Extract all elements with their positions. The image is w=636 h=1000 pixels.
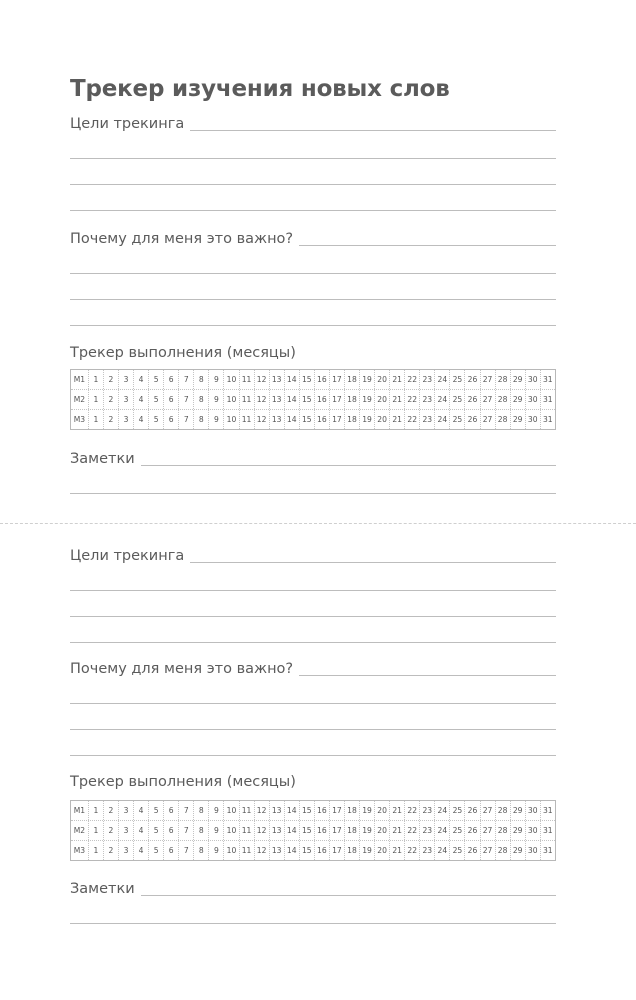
day-cell[interactable]: 25 — [449, 410, 464, 429]
day-cell[interactable]: 19 — [359, 801, 374, 820]
day-cell[interactable]: 15 — [299, 390, 314, 409]
day-cell[interactable]: 9 — [208, 801, 223, 820]
day-cell[interactable]: 15 — [299, 801, 314, 820]
day-cell[interactable]: 26 — [464, 410, 479, 429]
tracker-section-1 — [70, 342, 556, 362]
why-write-line[interactable] — [70, 325, 556, 326]
day-cell[interactable]: 27 — [480, 801, 495, 820]
tracker-label: Трекер выполнения (месяцы) — [70, 345, 296, 361]
day-cell[interactable]: 16 — [314, 801, 329, 820]
day-cell[interactable]: 16 — [314, 821, 329, 840]
day-cell[interactable]: 21 — [389, 841, 404, 860]
day-cell[interactable]: 1 — [88, 841, 103, 860]
day-cell[interactable]: 14 — [284, 841, 299, 860]
day-cell[interactable]: 10 — [223, 390, 238, 409]
day-cell[interactable]: 24 — [434, 410, 449, 429]
notes-write-line[interactable] — [141, 465, 556, 466]
day-cell[interactable]: 12 — [254, 821, 269, 840]
day-cell[interactable]: 16 — [314, 841, 329, 860]
day-cell[interactable]: 11 — [239, 370, 254, 389]
day-cell[interactable]: 21 — [389, 370, 404, 389]
day-cell[interactable]: 7 — [178, 841, 193, 860]
goals-write-line[interactable] — [70, 210, 556, 211]
day-cell[interactable]: 19 — [359, 390, 374, 409]
day-cell[interactable]: 4 — [133, 821, 148, 840]
goals-section-2 — [70, 545, 556, 643]
day-cell[interactable]: 6 — [163, 801, 178, 820]
day-cell[interactable]: 12 — [254, 410, 269, 429]
day-cell[interactable]: 18 — [344, 801, 359, 820]
day-cell[interactable]: 25 — [449, 390, 464, 409]
day-cell[interactable]: 12 — [254, 841, 269, 860]
day-cell[interactable]: 17 — [329, 410, 344, 429]
goals-write-line[interactable] — [70, 590, 556, 591]
day-cell[interactable]: 27 — [480, 390, 495, 409]
day-cell[interactable]: 28 — [495, 841, 510, 860]
day-cell[interactable]: 23 — [419, 370, 434, 389]
day-cell[interactable]: 23 — [419, 390, 434, 409]
goals-write-line[interactable] — [190, 130, 556, 131]
day-cell[interactable]: 18 — [344, 390, 359, 409]
day-cell[interactable]: 3 — [118, 821, 133, 840]
day-cell[interactable]: 9 — [208, 370, 223, 389]
day-cell[interactable]: 4 — [133, 370, 148, 389]
day-cell[interactable]: 2 — [103, 821, 118, 840]
goals-write-line[interactable] — [70, 616, 556, 617]
day-cell[interactable]: 10 — [223, 410, 238, 429]
notes-write-line[interactable] — [70, 493, 556, 494]
month-label: М1 — [73, 806, 86, 815]
day-cell[interactable]: 13 — [269, 821, 284, 840]
day-cell[interactable]: 7 — [178, 821, 193, 840]
notes-write-line[interactable] — [70, 923, 556, 924]
day-cell[interactable]: 11 — [239, 390, 254, 409]
day-cell[interactable]: 31 — [540, 410, 555, 429]
goals-label: Цели трекинга — [70, 116, 185, 132]
day-cell[interactable]: 26 — [464, 390, 479, 409]
day-cell[interactable]: 13 — [269, 841, 284, 860]
day-cell[interactable]: 8 — [193, 821, 208, 840]
day-cell[interactable]: 24 — [434, 821, 449, 840]
day-cell[interactable]: 25 — [449, 370, 464, 389]
day-cell[interactable]: 5 — [148, 841, 163, 860]
tracker-row — [71, 820, 555, 840]
day-cell[interactable]: 26 — [464, 801, 479, 820]
day-cell[interactable]: 4 — [133, 801, 148, 820]
day-cell[interactable]: 6 — [163, 410, 178, 429]
day-cell[interactable]: 14 — [284, 410, 299, 429]
day-cell[interactable]: 21 — [389, 410, 404, 429]
day-cell[interactable]: 2 — [103, 801, 118, 820]
goals-write-line[interactable] — [190, 562, 556, 563]
day-cell[interactable]: 7 — [178, 390, 193, 409]
month-label: М1 — [73, 375, 86, 384]
tracker-row — [71, 389, 555, 409]
day-cell[interactable]: 9 — [208, 821, 223, 840]
day-cell[interactable]: 6 — [163, 841, 178, 860]
day-cell[interactable]: 16 — [314, 390, 329, 409]
day-cell[interactable]: 28 — [495, 390, 510, 409]
day-cell[interactable]: 3 — [118, 841, 133, 860]
day-cell[interactable]: 29 — [510, 841, 525, 860]
day-cell[interactable]: 15 — [299, 410, 314, 429]
day-cell[interactable]: 31 — [540, 390, 555, 409]
tracker-row — [71, 370, 555, 389]
day-cell[interactable]: 22 — [404, 390, 419, 409]
day-cell[interactable]: 21 — [389, 801, 404, 820]
day-cell[interactable]: 27 — [480, 370, 495, 389]
day-cell[interactable]: 15 — [299, 370, 314, 389]
day-cell[interactable]: 30 — [525, 410, 540, 429]
day-cell[interactable]: 21 — [389, 390, 404, 409]
day-cell[interactable]: 3 — [118, 390, 133, 409]
day-cell[interactable]: 30 — [525, 370, 540, 389]
day-cell[interactable]: 12 — [254, 390, 269, 409]
day-cell[interactable]: 13 — [269, 410, 284, 429]
day-cell[interactable]: 5 — [148, 370, 163, 389]
day-cell[interactable]: 9 — [208, 390, 223, 409]
day-cell[interactable]: 7 — [178, 410, 193, 429]
day-cell[interactable]: 11 — [239, 801, 254, 820]
day-cell[interactable]: 24 — [434, 370, 449, 389]
day-cell[interactable]: 7 — [178, 370, 193, 389]
goals-write-line[interactable] — [70, 184, 556, 185]
day-cell[interactable]: 1 — [88, 390, 103, 409]
day-cell[interactable]: 23 — [419, 410, 434, 429]
day-cell[interactable]: 11 — [239, 821, 254, 840]
day-cell[interactable]: 29 — [510, 410, 525, 429]
day-cell[interactable]: 10 — [223, 370, 238, 389]
goals-section-1 — [70, 113, 556, 211]
day-cell[interactable]: 31 — [540, 370, 555, 389]
month-label: М3 — [73, 415, 86, 424]
day-cell[interactable]: 30 — [525, 390, 540, 409]
day-cell[interactable]: 21 — [389, 821, 404, 840]
day-cell[interactable]: 6 — [163, 390, 178, 409]
day-cell[interactable]: 2 — [103, 841, 118, 860]
day-cell[interactable]: 1 — [88, 370, 103, 389]
month-label: М3 — [73, 846, 86, 855]
day-cell[interactable]: 18 — [344, 370, 359, 389]
day-cell[interactable]: 18 — [344, 841, 359, 860]
day-cell[interactable]: 10 — [223, 821, 238, 840]
day-cell[interactable]: 12 — [254, 801, 269, 820]
day-cell[interactable]: 25 — [449, 841, 464, 860]
day-cell[interactable]: 20 — [374, 410, 389, 429]
month-label: М2 — [73, 395, 86, 404]
day-cell[interactable]: 27 — [480, 841, 495, 860]
day-cell[interactable]: 5 — [148, 390, 163, 409]
page-title: Трекер изучения новых слов — [70, 76, 450, 102]
day-cell[interactable]: 30 — [525, 821, 540, 840]
day-cell[interactable]: 26 — [464, 821, 479, 840]
tracker-row — [71, 801, 555, 820]
day-cell[interactable]: 2 — [103, 370, 118, 389]
tracker-label: Трекер выполнения (месяцы) — [70, 774, 296, 790]
day-cell[interactable]: 4 — [133, 841, 148, 860]
tracker-grid — [70, 369, 556, 430]
day-cell[interactable]: 18 — [344, 821, 359, 840]
why-section-1 — [70, 228, 556, 326]
notes-section-2 — [70, 878, 556, 924]
day-cell[interactable]: 10 — [223, 801, 238, 820]
day-cell[interactable]: 20 — [374, 390, 389, 409]
day-cell[interactable]: 16 — [314, 370, 329, 389]
day-cell[interactable]: 19 — [359, 841, 374, 860]
day-cell[interactable]: 1 — [88, 801, 103, 820]
day-cell[interactable]: 13 — [269, 390, 284, 409]
day-cell[interactable]: 8 — [193, 841, 208, 860]
day-cell[interactable]: 20 — [374, 801, 389, 820]
day-cell[interactable]: 17 — [329, 390, 344, 409]
day-cell[interactable]: 26 — [464, 841, 479, 860]
day-cell[interactable]: 5 — [148, 801, 163, 820]
day-cell[interactable]: 22 — [404, 801, 419, 820]
tracker-row — [71, 409, 555, 429]
day-cell[interactable]: 29 — [510, 821, 525, 840]
day-cell[interactable]: 4 — [133, 410, 148, 429]
day-cell[interactable]: 3 — [118, 370, 133, 389]
why-section-2 — [70, 658, 556, 756]
day-cell[interactable]: 27 — [480, 410, 495, 429]
day-cell[interactable]: 8 — [193, 390, 208, 409]
tracker-grid — [70, 800, 556, 861]
day-cell[interactable]: 24 — [434, 390, 449, 409]
why-write-line[interactable] — [299, 245, 556, 246]
day-cell[interactable]: 25 — [449, 821, 464, 840]
day-cell[interactable]: 19 — [359, 821, 374, 840]
notes-label: Заметки — [70, 881, 135, 897]
why-write-line[interactable] — [299, 675, 556, 676]
notes-label: Заметки — [70, 451, 135, 467]
day-cell[interactable]: 15 — [299, 821, 314, 840]
day-cell[interactable]: 9 — [208, 841, 223, 860]
day-cell[interactable]: 29 — [510, 390, 525, 409]
day-cell[interactable]: 7 — [178, 801, 193, 820]
day-cell[interactable]: 4 — [133, 390, 148, 409]
day-cell[interactable]: 14 — [284, 390, 299, 409]
why-write-line[interactable] — [70, 703, 556, 704]
day-cell[interactable]: 31 — [540, 841, 555, 860]
day-cell[interactable]: 14 — [284, 801, 299, 820]
day-cell[interactable]: 23 — [419, 841, 434, 860]
day-cell[interactable]: 2 — [103, 390, 118, 409]
day-cell[interactable]: 17 — [329, 801, 344, 820]
day-cell[interactable]: 5 — [148, 821, 163, 840]
day-cell[interactable]: 30 — [525, 801, 540, 820]
day-cell[interactable]: 20 — [374, 370, 389, 389]
day-cell[interactable]: 22 — [404, 370, 419, 389]
day-cell[interactable]: 16 — [314, 410, 329, 429]
day-cell[interactable]: 20 — [374, 821, 389, 840]
day-cell[interactable]: 31 — [540, 801, 555, 820]
notes-section-1 — [70, 448, 556, 494]
day-cell[interactable]: 11 — [239, 841, 254, 860]
day-cell[interactable]: 19 — [359, 410, 374, 429]
day-cell[interactable]: 19 — [359, 370, 374, 389]
day-cell[interactable]: 15 — [299, 841, 314, 860]
day-cell[interactable]: 5 — [148, 410, 163, 429]
why-label: Почему для меня это важно? — [70, 231, 294, 247]
day-cell[interactable]: 12 — [254, 370, 269, 389]
day-cell[interactable]: 29 — [510, 801, 525, 820]
notes-write-line[interactable] — [141, 895, 556, 896]
day-cell[interactable]: 9 — [208, 410, 223, 429]
day-cell[interactable]: 3 — [118, 801, 133, 820]
day-cell[interactable]: 31 — [540, 821, 555, 840]
day-cell[interactable]: 11 — [239, 410, 254, 429]
day-cell[interactable]: 6 — [163, 821, 178, 840]
day-cell[interactable]: 27 — [480, 821, 495, 840]
day-cell[interactable]: 23 — [419, 801, 434, 820]
day-cell[interactable]: 30 — [525, 841, 540, 860]
day-cell[interactable]: 3 — [118, 410, 133, 429]
day-cell[interactable]: 6 — [163, 370, 178, 389]
day-cell[interactable]: 10 — [223, 841, 238, 860]
why-write-line[interactable] — [70, 755, 556, 756]
day-cell[interactable]: 24 — [434, 841, 449, 860]
day-cell[interactable]: 26 — [464, 370, 479, 389]
day-cell[interactable]: 28 — [495, 821, 510, 840]
day-cell[interactable]: 23 — [419, 821, 434, 840]
day-cell[interactable]: 1 — [88, 410, 103, 429]
day-cell[interactable]: 22 — [404, 821, 419, 840]
day-cell[interactable]: 17 — [329, 821, 344, 840]
day-cell[interactable]: 14 — [284, 821, 299, 840]
day-cell[interactable]: 29 — [510, 370, 525, 389]
cut-line-divider — [0, 523, 636, 524]
day-cell[interactable]: 18 — [344, 410, 359, 429]
day-cell[interactable]: 25 — [449, 801, 464, 820]
day-cell[interactable]: 14 — [284, 370, 299, 389]
why-write-line[interactable] — [70, 273, 556, 274]
goals-label: Цели трекинга — [70, 548, 185, 564]
why-write-line[interactable] — [70, 299, 556, 300]
day-cell[interactable]: 1 — [88, 821, 103, 840]
day-cell[interactable]: 17 — [329, 841, 344, 860]
tracker-section-2 — [70, 771, 556, 791]
why-label: Почему для меня это важно? — [70, 661, 294, 677]
day-cell[interactable]: 28 — [495, 410, 510, 429]
day-cell[interactable]: 22 — [404, 410, 419, 429]
goals-write-line[interactable] — [70, 642, 556, 643]
day-cell[interactable]: 20 — [374, 841, 389, 860]
day-cell[interactable]: 17 — [329, 370, 344, 389]
tracker-row — [71, 840, 555, 860]
day-cell[interactable]: 24 — [434, 801, 449, 820]
day-cell[interactable]: 13 — [269, 370, 284, 389]
day-cell[interactable]: 13 — [269, 801, 284, 820]
day-cell[interactable]: 28 — [495, 370, 510, 389]
month-label: М2 — [73, 826, 86, 835]
day-cell[interactable]: 28 — [495, 801, 510, 820]
goals-write-line[interactable] — [70, 158, 556, 159]
day-cell[interactable]: 8 — [193, 370, 208, 389]
day-cell[interactable]: 2 — [103, 410, 118, 429]
day-cell[interactable]: 8 — [193, 410, 208, 429]
day-cell[interactable]: 22 — [404, 841, 419, 860]
day-cell[interactable]: 8 — [193, 801, 208, 820]
why-write-line[interactable] — [70, 729, 556, 730]
